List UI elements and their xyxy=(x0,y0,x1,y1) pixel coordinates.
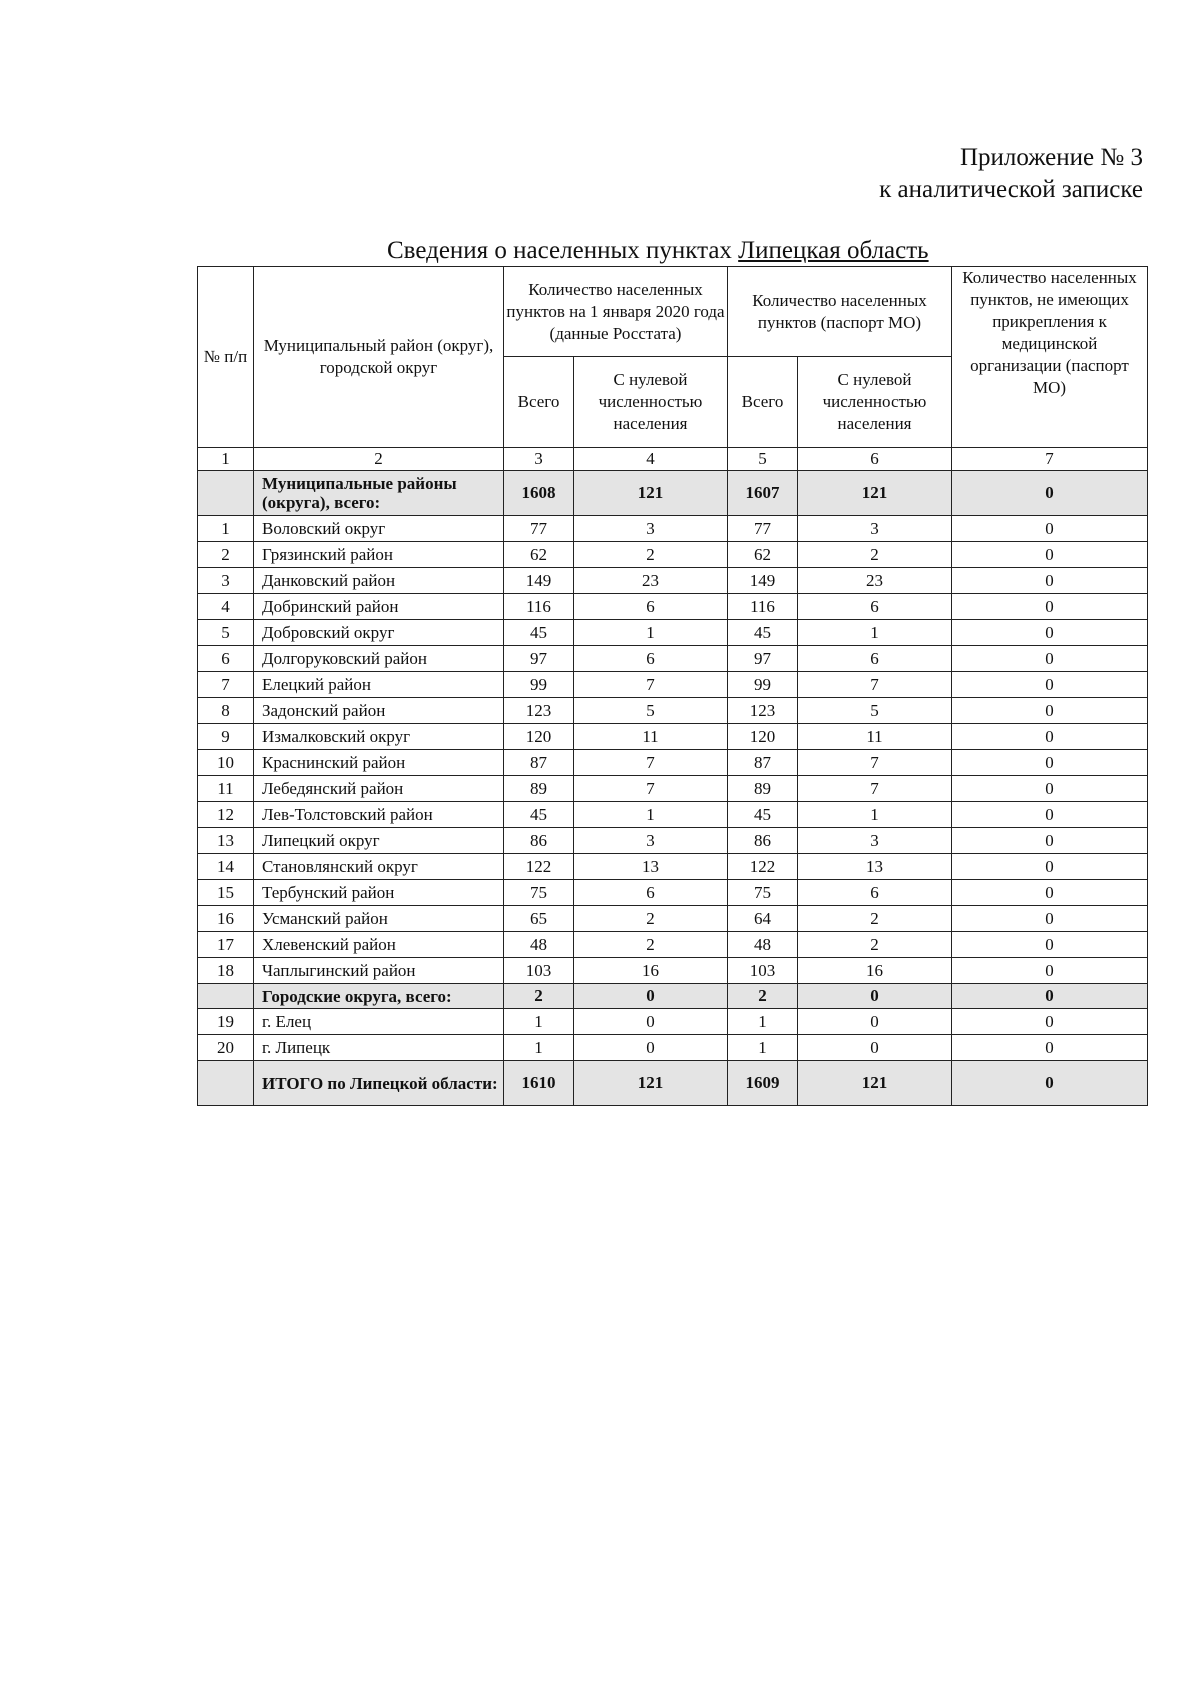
row-number: 3 xyxy=(198,568,254,594)
municipality-name: Задонский район xyxy=(254,698,504,724)
title-prefix: Сведения о населенных пунктах xyxy=(387,237,732,264)
table-row xyxy=(198,802,1148,828)
empty-cell xyxy=(198,471,254,516)
header-rosstat-total: Всего xyxy=(504,357,574,448)
municipality-name: г. Елец xyxy=(254,1009,504,1035)
row-value: 77 xyxy=(728,516,798,542)
row-value: 0 xyxy=(952,672,1148,698)
row-value: 23 xyxy=(574,568,728,594)
city-rows xyxy=(198,1009,1148,1061)
total-label: ИТОГО по Липецкой области: xyxy=(254,1061,504,1106)
row-value: 0 xyxy=(798,1035,952,1061)
table-row xyxy=(198,620,1148,646)
row-value: 123 xyxy=(504,698,574,724)
total-value: 121 xyxy=(574,471,728,516)
row-value: 48 xyxy=(728,932,798,958)
row-value: 65 xyxy=(504,906,574,932)
row-value: 89 xyxy=(504,776,574,802)
total-label: Муниципальные районы (округа), всего: xyxy=(254,471,504,516)
column-number: 2 xyxy=(254,448,504,471)
municipality-name: Липецкий округ xyxy=(254,828,504,854)
row-value: 87 xyxy=(728,750,798,776)
total-value: 0 xyxy=(952,471,1148,516)
total-value: 121 xyxy=(798,1061,952,1106)
row-value: 3 xyxy=(574,828,728,854)
row-value: 7 xyxy=(798,750,952,776)
row-value: 0 xyxy=(952,646,1148,672)
row-value: 6 xyxy=(798,594,952,620)
table-row xyxy=(198,698,1148,724)
total-value: 1608 xyxy=(504,471,574,516)
appendix-number: Приложение № 3 xyxy=(959,144,1143,171)
row-number: 11 xyxy=(198,776,254,802)
header-no-attachment: Количество населенных пунктов, не имеющих прикрепления к медицинской организации (паспорт МО) xyxy=(952,267,1148,448)
grand-total-row xyxy=(198,1061,1148,1106)
row-value: 2 xyxy=(798,906,952,932)
row-value: 120 xyxy=(728,724,798,750)
total-value: 0 xyxy=(952,984,1148,1009)
municipality-name: Лебедянский район xyxy=(254,776,504,802)
row-value: 2 xyxy=(798,932,952,958)
row-value: 99 xyxy=(504,672,574,698)
row-value: 2 xyxy=(798,542,952,568)
settlements-table xyxy=(197,266,1148,1106)
table-row xyxy=(198,594,1148,620)
row-number: 13 xyxy=(198,828,254,854)
row-value: 122 xyxy=(504,854,574,880)
row-number: 19 xyxy=(198,1009,254,1035)
total-value: 121 xyxy=(798,471,952,516)
row-value: 13 xyxy=(574,854,728,880)
table-row xyxy=(198,672,1148,698)
table-row xyxy=(198,542,1148,568)
row-value: 7 xyxy=(574,672,728,698)
row-value: 0 xyxy=(952,932,1148,958)
municipality-name: Добринский район xyxy=(254,594,504,620)
row-value: 62 xyxy=(504,542,574,568)
row-value: 0 xyxy=(952,776,1148,802)
row-value: 0 xyxy=(952,906,1148,932)
row-value: 116 xyxy=(504,594,574,620)
row-value: 6 xyxy=(798,880,952,906)
row-value: 1 xyxy=(574,802,728,828)
row-value: 0 xyxy=(952,880,1148,906)
row-value: 116 xyxy=(728,594,798,620)
row-value: 45 xyxy=(504,802,574,828)
municipal-total-row xyxy=(198,471,1148,516)
row-value: 1 xyxy=(728,1035,798,1061)
row-value: 62 xyxy=(728,542,798,568)
row-value: 0 xyxy=(574,1009,728,1035)
row-value: 11 xyxy=(798,724,952,750)
municipality-name: Краснинский район xyxy=(254,750,504,776)
row-value: 75 xyxy=(504,880,574,906)
row-value: 0 xyxy=(952,516,1148,542)
municipality-name: Грязинский район xyxy=(254,542,504,568)
table-row xyxy=(198,1035,1148,1061)
row-value: 6 xyxy=(574,646,728,672)
row-value: 0 xyxy=(952,958,1148,984)
municipality-name: Добровский округ xyxy=(254,620,504,646)
row-value: 1 xyxy=(504,1035,574,1061)
table-row xyxy=(198,880,1148,906)
table-row xyxy=(198,1009,1148,1035)
row-value: 45 xyxy=(728,620,798,646)
header-rosstat-group: Количество населенных пунктов на 1 января 2020 года (данные Росстата) xyxy=(504,267,728,357)
row-value: 5 xyxy=(574,698,728,724)
total-value: 1609 xyxy=(728,1061,798,1106)
document-title xyxy=(387,236,1017,266)
row-number: 17 xyxy=(198,932,254,958)
row-value: 99 xyxy=(728,672,798,698)
row-value: 45 xyxy=(728,802,798,828)
header-rosstat-zero: С нулевой численностью населения xyxy=(574,357,728,448)
city-total-row xyxy=(198,984,1148,1009)
row-value: 7 xyxy=(798,672,952,698)
row-value: 0 xyxy=(952,698,1148,724)
row-value: 0 xyxy=(798,1009,952,1035)
municipality-name: Долгоруковский район xyxy=(254,646,504,672)
row-number: 18 xyxy=(198,958,254,984)
row-value: 0 xyxy=(952,724,1148,750)
column-numbers-row xyxy=(198,448,1148,471)
total-value: 121 xyxy=(574,1061,728,1106)
row-number: 20 xyxy=(198,1035,254,1061)
row-value: 16 xyxy=(574,958,728,984)
row-value: 6 xyxy=(574,880,728,906)
row-value: 13 xyxy=(798,854,952,880)
row-value: 97 xyxy=(728,646,798,672)
table-row xyxy=(198,750,1148,776)
total-value: 1610 xyxy=(504,1061,574,1106)
total-value: 0 xyxy=(952,1061,1148,1106)
table-row xyxy=(198,568,1148,594)
municipality-name: Лев-Толстовский район xyxy=(254,802,504,828)
row-value: 120 xyxy=(504,724,574,750)
row-value: 1 xyxy=(798,620,952,646)
appendix-note xyxy=(879,142,1143,206)
municipality-name: Елецкий район xyxy=(254,672,504,698)
municipality-name: Тербунский район xyxy=(254,880,504,906)
row-number: 9 xyxy=(198,724,254,750)
table-row xyxy=(198,516,1148,542)
row-value: 103 xyxy=(728,958,798,984)
title-region: Липецкая область xyxy=(738,237,929,264)
header-row-groups xyxy=(198,267,1148,357)
row-value: 2 xyxy=(574,542,728,568)
municipality-name: г. Липецк xyxy=(254,1035,504,1061)
row-value: 3 xyxy=(574,516,728,542)
row-value: 89 xyxy=(728,776,798,802)
table-row xyxy=(198,854,1148,880)
row-value: 5 xyxy=(798,698,952,724)
table-row xyxy=(198,906,1148,932)
row-value: 16 xyxy=(798,958,952,984)
row-value: 123 xyxy=(728,698,798,724)
table-row xyxy=(198,776,1148,802)
municipality-name: Измалковский округ xyxy=(254,724,504,750)
total-value: 0 xyxy=(574,984,728,1009)
row-number: 16 xyxy=(198,906,254,932)
row-value: 0 xyxy=(952,1009,1148,1035)
header-passport-total: Всего xyxy=(728,357,798,448)
row-number: 5 xyxy=(198,620,254,646)
row-number: 8 xyxy=(198,698,254,724)
column-number: 5 xyxy=(728,448,798,471)
row-value: 2 xyxy=(574,932,728,958)
row-value: 1 xyxy=(798,802,952,828)
municipality-name: Чаплыгинский район xyxy=(254,958,504,984)
total-value: 1607 xyxy=(728,471,798,516)
row-value: 3 xyxy=(798,516,952,542)
table-row xyxy=(198,958,1148,984)
row-value: 0 xyxy=(952,568,1148,594)
row-value: 7 xyxy=(574,750,728,776)
row-value: 64 xyxy=(728,906,798,932)
municipality-name: Воловский округ xyxy=(254,516,504,542)
row-value: 0 xyxy=(952,620,1148,646)
row-value: 48 xyxy=(504,932,574,958)
column-number: 6 xyxy=(798,448,952,471)
row-value: 86 xyxy=(504,828,574,854)
row-number: 7 xyxy=(198,672,254,698)
row-value: 3 xyxy=(798,828,952,854)
row-value: 87 xyxy=(504,750,574,776)
empty-cell xyxy=(198,1061,254,1106)
row-value: 0 xyxy=(952,1035,1148,1061)
row-value: 6 xyxy=(798,646,952,672)
row-value: 122 xyxy=(728,854,798,880)
row-number: 6 xyxy=(198,646,254,672)
row-number: 10 xyxy=(198,750,254,776)
column-number: 7 xyxy=(952,448,1148,471)
header-municipality: Муниципальный район (округ), городской округ xyxy=(254,267,504,448)
row-value: 23 xyxy=(798,568,952,594)
column-number: 1 xyxy=(198,448,254,471)
row-value: 6 xyxy=(574,594,728,620)
row-value: 97 xyxy=(504,646,574,672)
row-value: 75 xyxy=(728,880,798,906)
column-number: 3 xyxy=(504,448,574,471)
municipality-name: Данковский район xyxy=(254,568,504,594)
row-number: 15 xyxy=(198,880,254,906)
row-value: 0 xyxy=(574,1035,728,1061)
total-label: Городские округа, всего: xyxy=(254,984,504,1009)
row-value: 77 xyxy=(504,516,574,542)
row-value: 149 xyxy=(504,568,574,594)
column-number: 4 xyxy=(574,448,728,471)
total-value: 2 xyxy=(504,984,574,1009)
municipality-name: Становлянский округ xyxy=(254,854,504,880)
municipality-name: Хлевенский район xyxy=(254,932,504,958)
empty-cell xyxy=(198,984,254,1009)
row-value: 1 xyxy=(574,620,728,646)
row-value: 1 xyxy=(504,1009,574,1035)
header-passport-group: Количество населенных пунктов (паспорт МО) xyxy=(728,267,952,357)
row-value: 11 xyxy=(574,724,728,750)
table-row xyxy=(198,932,1148,958)
row-value: 0 xyxy=(952,828,1148,854)
table-row xyxy=(198,828,1148,854)
total-value: 0 xyxy=(798,984,952,1009)
row-value: 0 xyxy=(952,542,1148,568)
row-value: 0 xyxy=(952,854,1148,880)
municipal-rows xyxy=(198,516,1148,984)
header-passport-zero: С нулевой численностью населения xyxy=(798,357,952,448)
row-value: 149 xyxy=(728,568,798,594)
row-number: 14 xyxy=(198,854,254,880)
row-value: 103 xyxy=(504,958,574,984)
row-number: 12 xyxy=(198,802,254,828)
row-number: 2 xyxy=(198,542,254,568)
municipality-name: Усманский район xyxy=(254,906,504,932)
row-value: 1 xyxy=(728,1009,798,1035)
row-number: 4 xyxy=(198,594,254,620)
row-value: 7 xyxy=(574,776,728,802)
header-number: № п/п xyxy=(198,267,254,448)
table-row xyxy=(198,724,1148,750)
row-value: 7 xyxy=(798,776,952,802)
table-row xyxy=(198,646,1148,672)
row-value: 0 xyxy=(952,750,1148,776)
row-value: 86 xyxy=(728,828,798,854)
row-number: 1 xyxy=(198,516,254,542)
row-value: 45 xyxy=(504,620,574,646)
row-value: 2 xyxy=(574,906,728,932)
row-value: 0 xyxy=(952,594,1148,620)
row-value: 0 xyxy=(952,802,1148,828)
total-value: 2 xyxy=(728,984,798,1009)
appendix-reference: к аналитической записке xyxy=(879,176,1143,203)
